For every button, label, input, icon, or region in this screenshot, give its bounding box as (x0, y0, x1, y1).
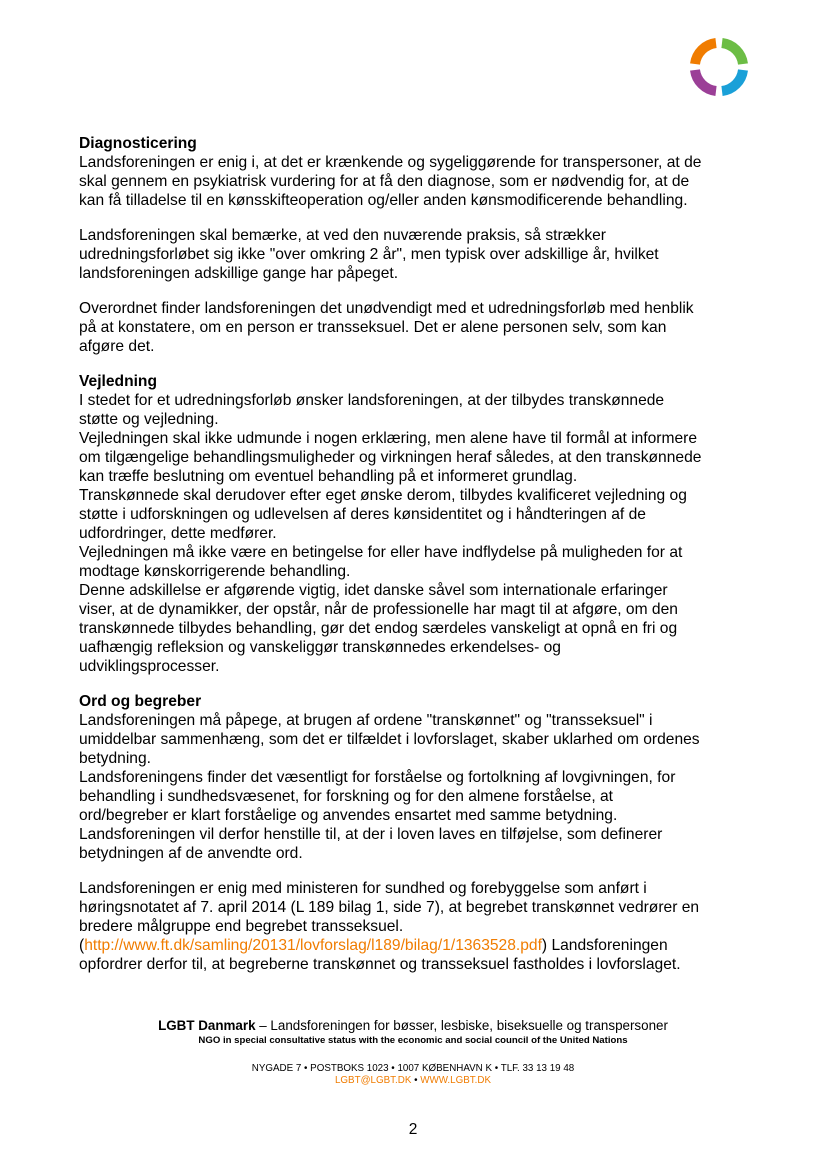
text-line: behandling i sundhedsvæsenet, for forskning og for den almene forståelse, at (79, 788, 613, 805)
text-line: høringsnotatet af 7. april 2014 (L 189 bilag 1, side 7), at begrebet transkønnet vedrører en (79, 899, 700, 916)
text-line: udviklingsprocesser. (79, 658, 220, 675)
text-line: kan få tilladelse til en kønsskifteoperation og/eller anden kønsmodificerende behandling. (79, 192, 688, 209)
text-line: Landsforeningens finder det væsentligt for forståelse og fortolkning af lovgivningen, for (79, 769, 676, 786)
paragraph (79, 299, 759, 356)
section-heading: Vejledning (79, 373, 157, 390)
text-line: opfordrer derfor til, at begreberne transkønnet og transseksuel fastholdes i lovforslaget. (79, 956, 681, 973)
text-line: betydning. (79, 750, 151, 767)
org-name: LGBT Danmark (158, 1018, 256, 1033)
text-line: Landsforeningen vil derfor henstille til, at der i loven laves en tilføjelse, som definerer (79, 826, 663, 843)
footer-contact (0, 1075, 826, 1086)
text-line: Denne adskillelse er afgørende vigtig, idet danske såvel som internationale erfaringer (79, 582, 668, 599)
paragraph (79, 153, 759, 210)
link-trailing-text: ) Landsforeningen (541, 937, 668, 954)
letter-body (79, 134, 759, 990)
text-line: Landsforeningen skal bemærke, at ved den nuværende praksis, så strækker (79, 227, 606, 244)
paren-open: ( (79, 937, 85, 954)
section-ord-og-begreber (79, 692, 759, 974)
text-line: Landsforeningen må påpege, at brugen af ordene "transkønnet" og "transseksuel" i (79, 712, 653, 729)
page-number: 2 (408, 1121, 418, 1138)
bullet-separator: • (411, 1075, 421, 1086)
text-line: betydningen af de anvendte ord. (79, 845, 303, 862)
email-link[interactable]: LGBT@LGBT.DK (334, 1075, 412, 1086)
text-line: Landsforeningen er enig med ministeren for sundhed og forebyggelse som anført i (79, 880, 647, 897)
text-line: om tilgængelige behandlingsmuligheder og virkningen heraf således, at den transkønnede (79, 449, 702, 466)
text-line: transkønnede tilbydes behandling, gør det endog særdeles vanskeligt at opnå en fri og (79, 620, 678, 637)
text-line-with-link (79, 936, 759, 955)
section-vejledning (79, 372, 759, 676)
section-heading: Diagnosticering (79, 135, 197, 152)
text-line: Vejledningen må ikke være en betingelse for eller have indflydelse på muligheden for at (79, 544, 683, 561)
footer-org-line (0, 1018, 826, 1033)
text-line: skal gennem en psykiatrisk vurdering for at få den diagnose, som er nødvendig for, at de (79, 173, 690, 190)
text-line: modtage kønskorrigerende behandling. (79, 563, 351, 580)
text-line: Transkønnede skal derudover efter eget ønske derom, tilbydes kvalificeret vejledning og (79, 487, 687, 504)
text-line: udfordringer, dette medfører. (79, 525, 277, 542)
website-link[interactable]: WWW.LGBT.DK (420, 1075, 491, 1086)
text-line: bredere målgruppe end begrebet transseksuel. (79, 918, 404, 935)
paragraph (79, 879, 759, 974)
text-line: landsforeningen adskillige gange har påpeget. (79, 265, 399, 282)
lgbt-ring-logo-icon (690, 38, 748, 96)
paragraph (79, 226, 759, 283)
footer-address: NYGADE 7 • POSTBOKS 1023 • 1007 KØBENHAVN K • TLF. 33 13 19 48 (251, 1063, 575, 1074)
text-line: Vejledningen skal ikke udmunde i nogen erklæring, men alene have til formål at informere (79, 430, 698, 447)
footer-ngo-status: NGO in special consultative status with the economic and social council of the United Nations (198, 1035, 628, 1046)
text-line: Landsforeningen er enig i, at det er krænkende og sygeliggørende for transpersoner, at de (79, 154, 702, 171)
section-diagnosticering (79, 134, 759, 356)
text-line: umiddelbar sammenhæng, som det er tilfældet i lovforslaget, skaber uklarhed om ordenes (79, 731, 700, 748)
text-line: på at konstatere, om en person er transseksuel. Det er alene personen selv, som kan (79, 319, 667, 336)
text-line: kan træffe beslutning om eventuel behandling på et informeret grundlag. (79, 468, 578, 485)
section-heading: Ord og begreber (79, 693, 202, 710)
text-line: ord/begreber er klart forståelige og anvendes ensartet med samme betydning. (79, 807, 618, 824)
text-line: uafhængig refleksion og vanskeliggør transkønnedes erkendelses- og (79, 639, 561, 656)
text-line: støtte i udforskningen og udlevelsen af deres kønsidentitet og i håndteringen af de (79, 506, 646, 523)
text-line: I stedet for et udredningsforløb ønsker landsforeningen, at der tilbydes transkønnede (79, 392, 665, 409)
text-line: udredningsforløbet sig ikke "over omkring 2 år", men typisk over adskillige år, hvilket (79, 246, 659, 263)
source-link[interactable]: http://www.ft.dk/samling/20131/lovforslag/l189/bilag/1/1363528.pdf (84, 937, 542, 954)
text-line: viser, at de dynamikker, der opstår, når de professionelle har magt til at afgøre, om den (79, 601, 678, 618)
text-line: afgøre det. (79, 338, 155, 355)
text-line: Overordnet finder landsforeningen det unødvendigt med et udredningsforløb med henblik (79, 300, 694, 317)
org-description: – Landsforeningen for bøsser, lesbiske, biseksuelle og transpersoner (255, 1018, 668, 1033)
text-line: støtte og vejledning. (79, 411, 219, 428)
paragraph (79, 711, 759, 863)
